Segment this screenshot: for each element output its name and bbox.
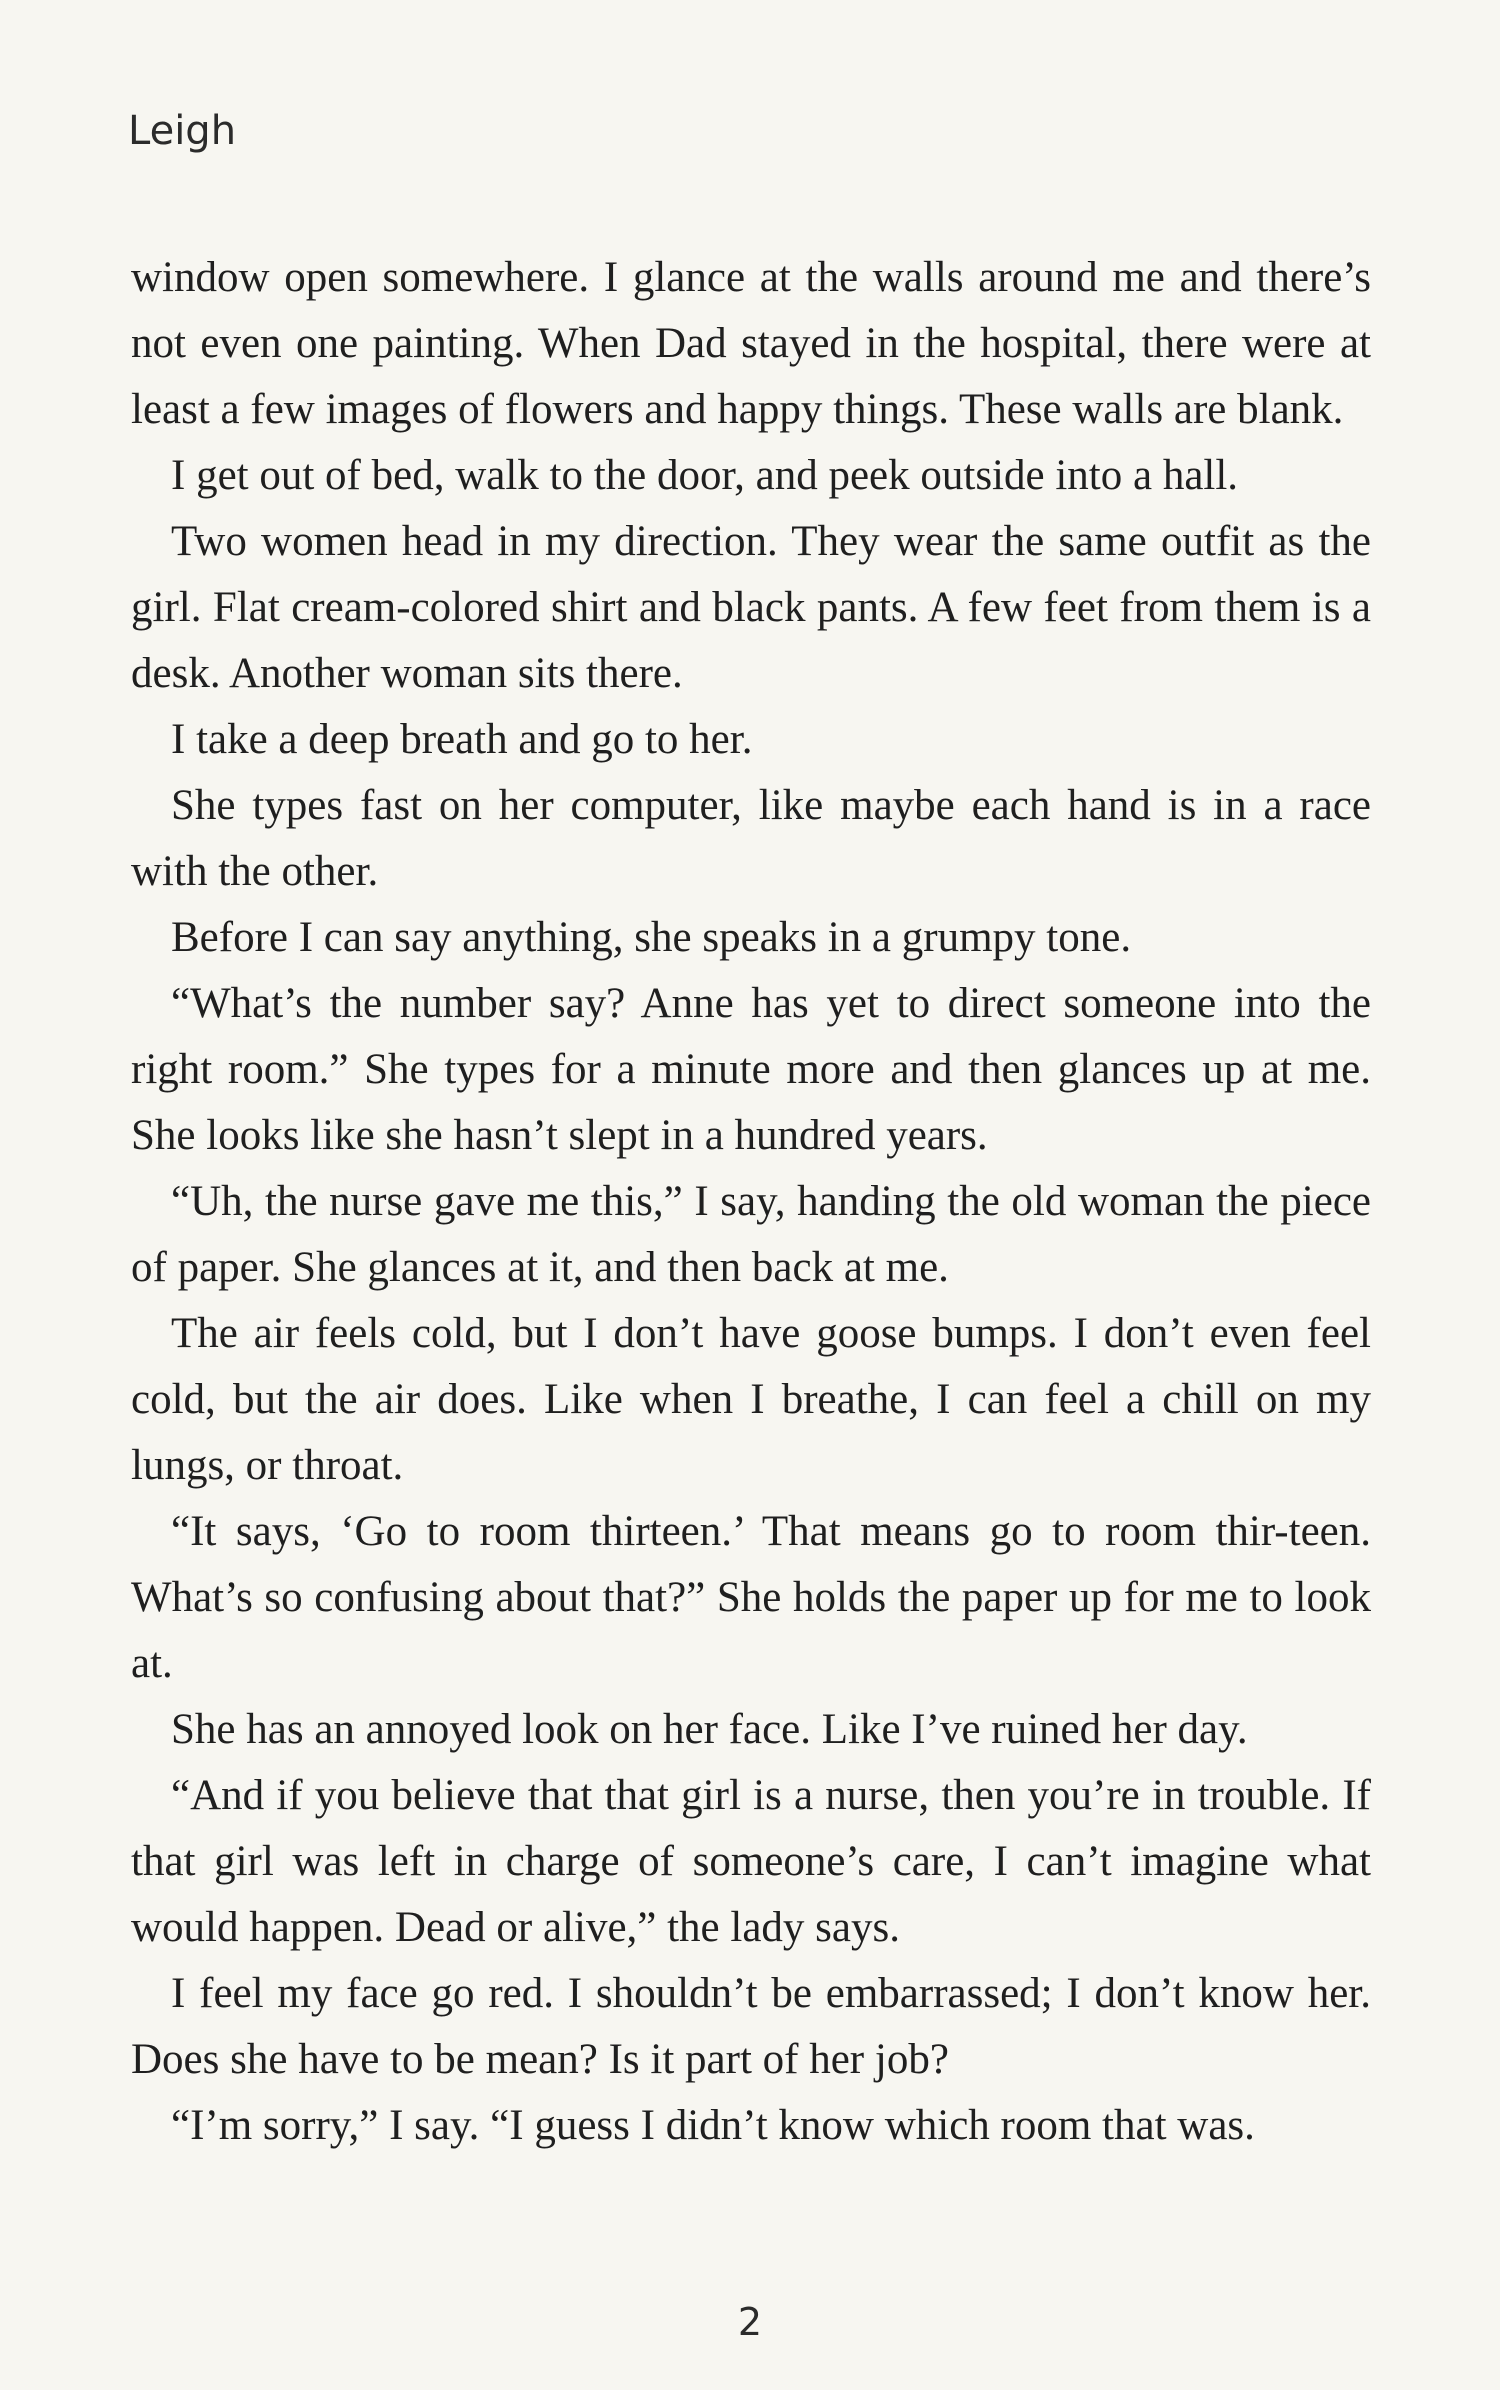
paragraph: window open somewhere. I glance at the walls around me and there’s not even one painting. When Dad stayed in the hospital, there were at least a few images of flowers and happy things. These walls are blank. (131, 254, 1371, 433)
paragraph: “What’s the number say? Anne has yet to direct someone into the right room.” She types for a minute more and then glances up at me. She looks like she hasn’t slept in a hundred years. (131, 980, 1371, 1159)
paragraph: I feel my face go red. I shouldn’t be embarrassed; I don’t know her. Does she have to be mean? Is it part of her job? (131, 1970, 1371, 2083)
paragraph: I get out of bed, walk to the door, and peek outside into a hall. (171, 452, 1239, 499)
paragraph: Before I can say anything, she speaks in a grumpy tone. (171, 914, 1132, 961)
paragraph: The air feels cold, but I don’t have goose bumps. I don’t even feel cold, but the air does. Like when I breathe, I can feel a chill on my lungs, or throat. (131, 1310, 1371, 1489)
paragraph: She has an annoyed look on her face. Like I’ve ruined her day. (171, 1706, 1248, 1753)
page-number: 2 (737, 2300, 763, 2344)
running-head: Leigh (128, 108, 237, 154)
paragraph: Two women head in my direction. They wear the same outfit as the girl. Flat cream-colored shirt and black pants. A few feet from them is a desk. Another woman sits there. (131, 518, 1371, 697)
paragraph: She types fast on her computer, like maybe each hand is in a race with the other. (131, 782, 1371, 895)
paragraph: “I’m sorry,” I say. “I guess I didn’t know which room that was. (171, 2102, 1255, 2149)
paragraph: “Uh, the nurse gave me this,” I say, handing the old woman the piece of paper. She glances at it, and then back at me. (131, 1178, 1371, 1291)
body-text (131, 245, 1371, 2159)
paragraph: I take a deep breath and go to her. (171, 716, 753, 763)
paragraph: “It says, ‘Go to room thirteen.’ That means go to room thir-teen. What’s so confusing about that?” She holds the paper up for me to look at. (131, 1508, 1371, 1687)
paragraph: “And if you believe that that girl is a nurse, then you’re in trouble. If that girl was left in charge of someone’s care, I can’t imagine what would happen. Dead or alive,” the lady says. (131, 1772, 1371, 1951)
